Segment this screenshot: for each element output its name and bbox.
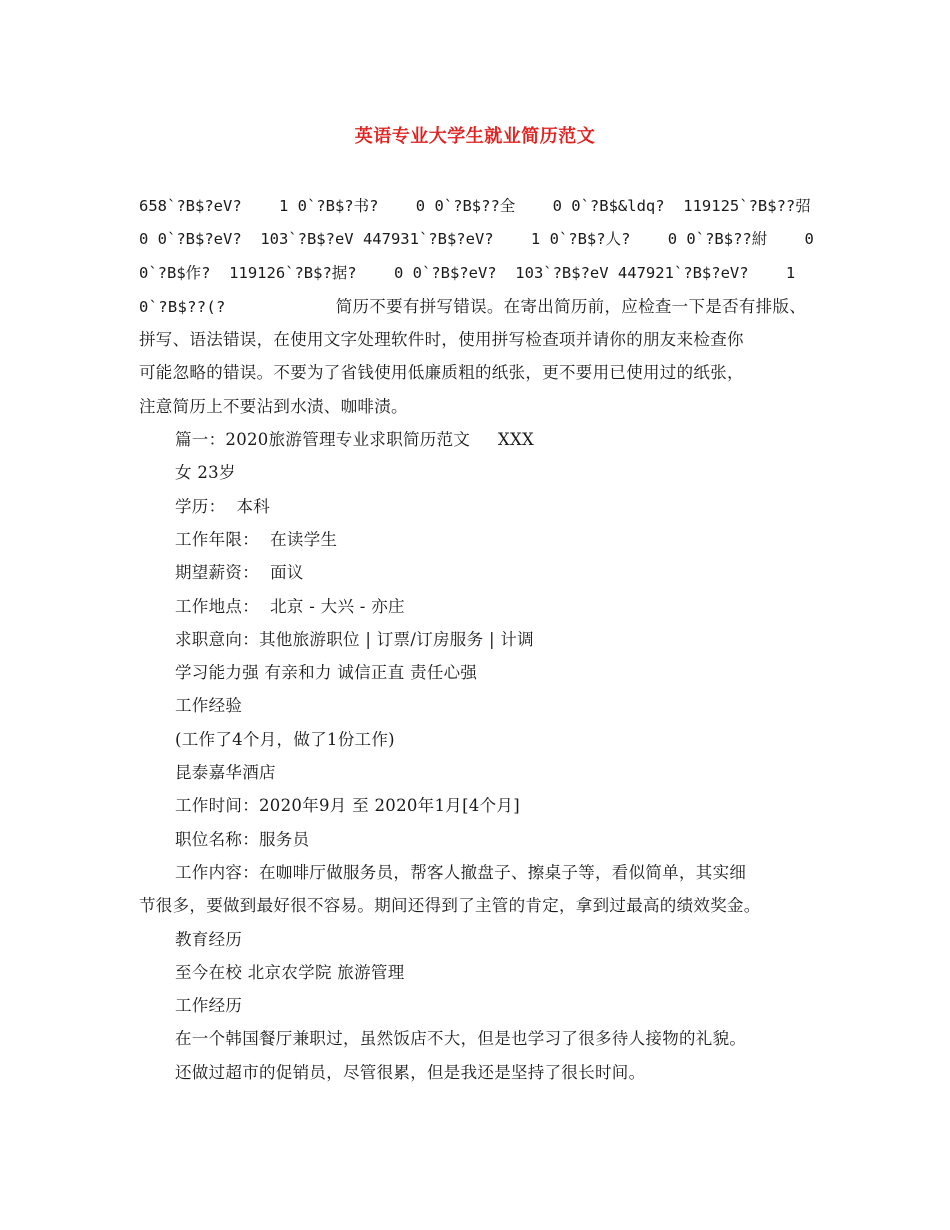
expected-salary: 期望薪资： 面议 bbox=[175, 563, 304, 583]
document-body bbox=[139, 190, 814, 1089]
tips-line-4: 注意简历上不要沾到水渍、咖啡渍。 bbox=[139, 396, 408, 416]
garbled-line-2: 0 0`?B$?eV? 103`?B$?eV 447931`?B$?eV? 1 0`?B$?人? 0 0`?B$??紨 0 bbox=[139, 230, 814, 249]
tips-line-2: 拼写、语法错误，在使用文字处理软件时，使用拼写检查项并请你的朋友来检查你 bbox=[139, 330, 744, 350]
work-history-heading: 工作经历 bbox=[175, 996, 243, 1016]
tips-first-line bbox=[139, 290, 814, 323]
work-years: 工作年限： 在读学生 bbox=[175, 529, 338, 549]
job-content: 工作内容：在咖啡厅做服务员，帮客人撤盘子、擦桌子等，看似简单，其实细 bbox=[175, 862, 747, 882]
employer-name: 昆泰嘉华酒店 bbox=[175, 763, 276, 783]
job-title: 职位名称：服务员 bbox=[175, 829, 310, 849]
education-heading: 教育经历 bbox=[175, 929, 243, 949]
work-history-2: 还做过超市的促销员，尽管很累，但是我还是坚持了很长时间。 bbox=[175, 1062, 646, 1082]
tips-sentence-start: 简历不要有拼写错误。在寄出简历前，应检查一下是否有排版、 bbox=[335, 296, 807, 316]
education-detail: 至今在校 北京农学院 旅游管理 bbox=[175, 962, 405, 982]
work-experience-summary: (工作了4个月，做了1份工作) bbox=[175, 729, 395, 749]
work-period: 工作时间：2020年9月 至 2020年1月[4个月] bbox=[175, 796, 520, 816]
personal-traits: 学习能力强 有亲和力 诚信正直 责任心强 bbox=[175, 663, 478, 683]
garbled-line-1: 658`?B$?eV? 1 0`?B$?书? 0 0`?B$??全 0 0`?B$&ldq? 119125`?B$??弨 bbox=[139, 197, 811, 215]
tips-line-3: 可能忽略的错误。不要为了省钱使用低廉质粗的纸张，更不要用已使用过的纸张， bbox=[139, 363, 744, 383]
garbled-tail: 0`?B$??(? bbox=[139, 297, 226, 316]
work-experience-heading: 工作经验 bbox=[175, 696, 243, 716]
gender-age: 女 23岁 bbox=[175, 463, 236, 483]
document-title: 英语专业大学生就业简历范文 bbox=[354, 126, 596, 147]
garbled-line-3: 0`?B$作? 119126`?B$?据? 0 0`?B$?eV? 103`?B$?eV 447921`?B$?eV? 1 bbox=[139, 263, 796, 282]
job-intention: 求职意向：其他旅游职位 | 订票/订房服务 | 计调 bbox=[175, 629, 534, 649]
work-location: 工作地点： 北京 - 大兴 - 亦庄 bbox=[175, 596, 405, 616]
work-history-1: 在一个韩国餐厅兼职过，虽然饭店不大，但是也学习了很多待人接物的礼貌。 bbox=[175, 1029, 747, 1049]
education-level: 学历： 本科 bbox=[175, 496, 271, 516]
resume-heading: 篇一：2020旅游管理专业求职简历范文 XXX bbox=[175, 430, 535, 450]
job-content-wrap: 节很多，要做到最好很不容易。期间还得到了主管的肯定，拿到过最高的绩效奖金。 bbox=[139, 896, 761, 916]
